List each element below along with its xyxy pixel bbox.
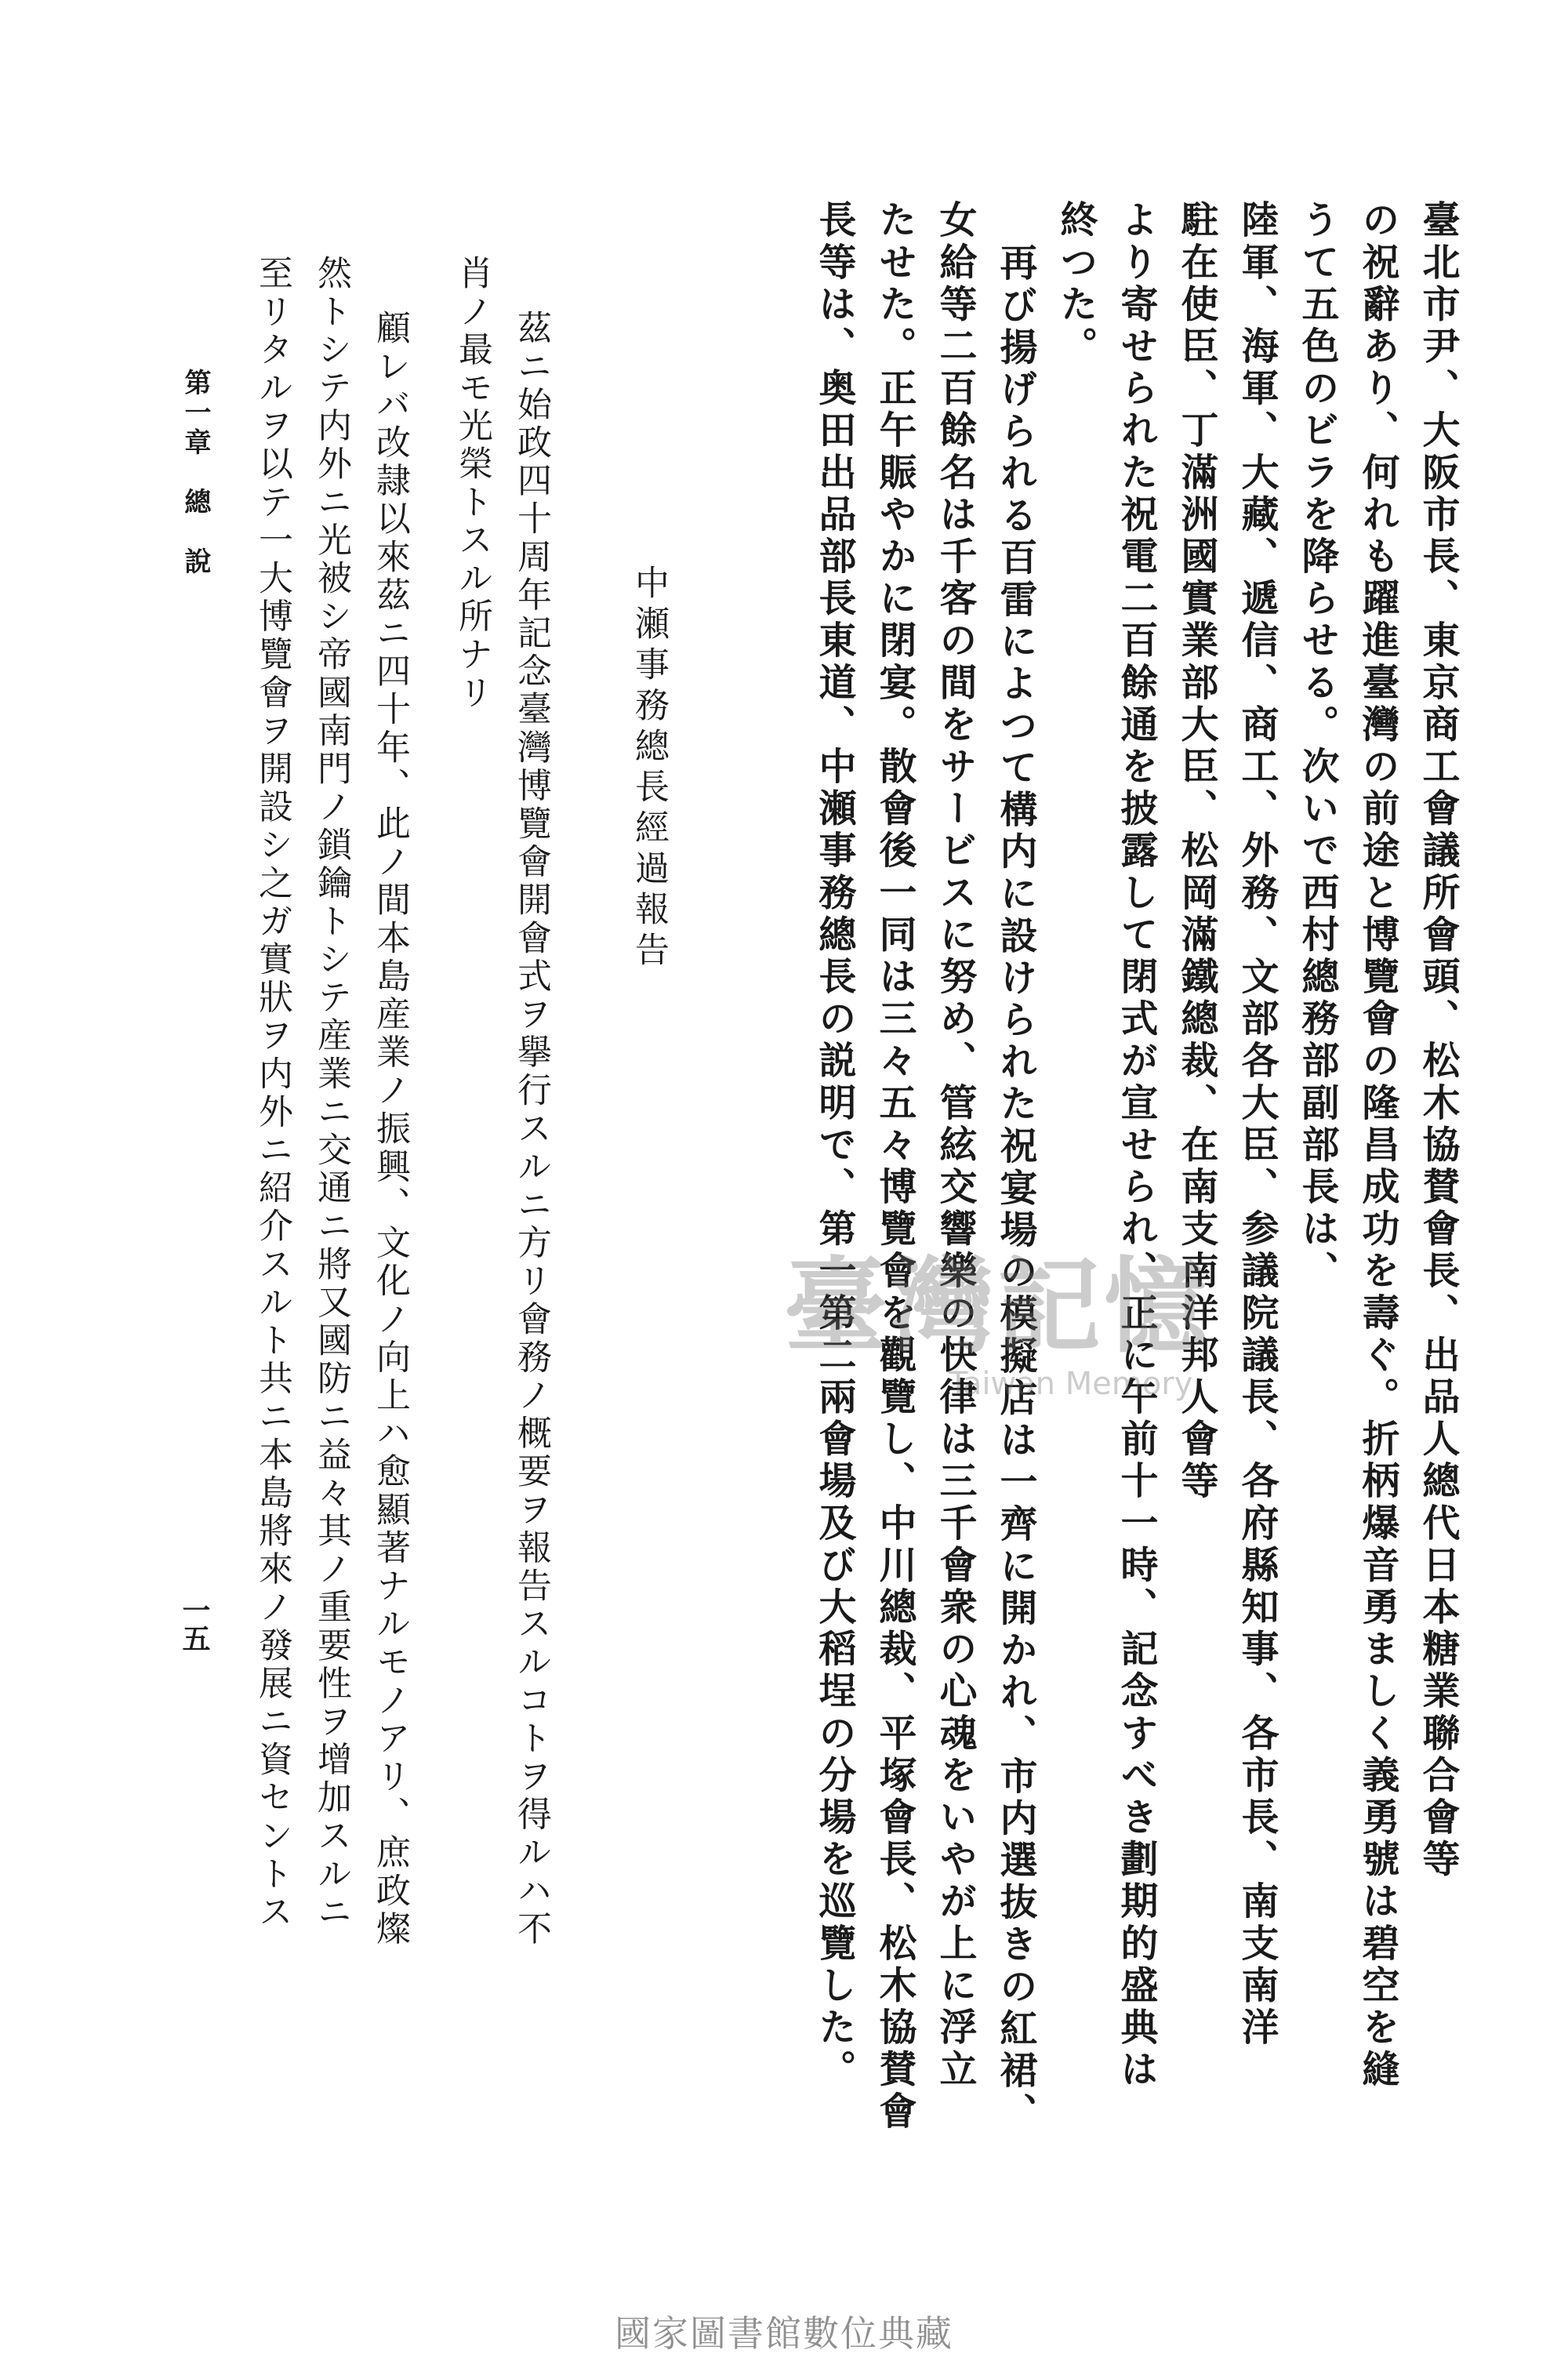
- library-footer: 國家圖書館數位典藏: [615, 2312, 953, 2355]
- report-line-4: 然トシテ内外ニ光被シ帝國南門ノ鎖鑰トシテ産業ニ交通ニ將又國防ニ益々其ノ重要性ヲ增加スルニ: [311, 255, 351, 1932]
- text-column-3: うて五色のビラを降らせる。次いで西村總務部副部長は、: [1295, 200, 1339, 1293]
- report-title: 中瀬事務總長經過報告: [629, 565, 669, 972]
- page-number: 一五: [178, 1596, 211, 1652]
- watermark-chinese: 臺灣記憶: [784, 1246, 1210, 1367]
- text-column-2: の祝辭あり、何れも躍進臺灣の前途と博覽會の隆昌成功を壽ぐ。折柄爆音勇ましく義勇號は碧空を縫: [1356, 200, 1399, 2091]
- report-line-1: 茲ニ始政四十周年記念臺灣博覽會開會式ヲ擧行スルニ方リ會務ノ概要ヲ報告スルコトヲ得ルハ不: [511, 310, 551, 1948]
- text-column-6: より寄せられた祝電二百餘通を披露して閉式が宣せられ、正に午前十一時、記念すべき劃期的盛典は: [1114, 200, 1158, 2091]
- watermark-english: Taiwan Memory: [949, 1366, 1193, 1402]
- report-line-2: 肖ノ最モ光榮トスル所ナリ: [452, 255, 492, 713]
- text-column-1: 臺北市尹、大阪市長、東京商工會議所會頭、松木協賛會長、出品人總代日本糖業聯合會等: [1416, 200, 1460, 1881]
- text-column-5: 駐在使臣、丁滿洲國實業部大臣、松岡滿鐵總裁、在南支南洋邦人會等: [1174, 200, 1218, 1503]
- text-column-10: たせた。正午賑やかに閉宴。散會後一同は三々五々博覽會を觀覽し、中川總裁、平塚會長、松木協賛會: [873, 200, 916, 2134]
- chapter-heading: 第一章 總 說: [180, 369, 211, 577]
- report-line-3: 顧レバ改隷以來茲ニ四十年、此ノ間本島産業ノ振興、文化ノ向上ハ愈顯著ナルモノアリ、庶政燦: [370, 310, 410, 1948]
- text-column-8: 再び揚げられる百雷によつて構内に設けられた祝宴場の模擬店は一齊に開かれ、市内選抜きの紅裙、: [993, 243, 1037, 2134]
- text-column-4: 陸軍、海軍、大藏、遞信、商工、外務、文部各大臣、参議院議長、各府縣知事、各市長、南支南洋: [1235, 200, 1279, 2050]
- report-line-5: 至リタルヲ以テ一大博覽會ヲ開設シ之ガ實狀ヲ内外ニ紹介スルト共ニ本島將來ノ發展ニ資セントス: [252, 255, 292, 1932]
- text-column-11: 長等は、奥田出品部長東道、中瀬事務總長の説明で、第一第二兩會場及び大稻埕の分場を巡覽した。: [812, 200, 856, 2091]
- text-column-7: 終つた。: [1054, 200, 1098, 369]
- text-column-9: 女給等二百餘名は千客の間をサービスに努め、管絃交響樂の快律は三千會衆の心魂をいやが上に浮立: [933, 200, 977, 2091]
- taiwan-memory-watermark: [784, 1223, 1210, 1402]
